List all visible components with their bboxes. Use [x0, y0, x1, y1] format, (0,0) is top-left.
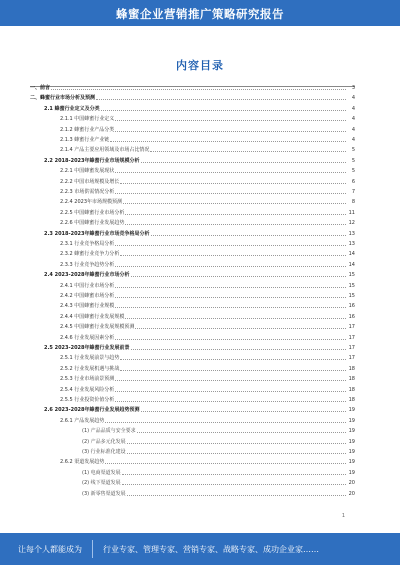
toc-entry[interactable] [60, 282, 355, 289]
toc-entry-title: 2.4.2 中国蜂蜜市场分析 [60, 293, 115, 299]
toc-entry-page: 19 [348, 459, 355, 466]
toc-entry-title: (1) 产品品质与安全要求 [82, 428, 136, 435]
toc-entry-page: 17 [348, 345, 355, 351]
toc-entry-page: 15 [348, 293, 355, 299]
toc-entry[interactable] [60, 323, 355, 330]
toc-entry-page: 5 [351, 147, 355, 154]
toc-entry[interactable] [82, 427, 355, 434]
toc-entry[interactable] [60, 365, 355, 372]
toc-entry[interactable] [60, 126, 355, 133]
page-number: 1 [341, 513, 345, 519]
toc-entry[interactable] [60, 458, 355, 465]
toc-entry[interactable] [60, 334, 355, 341]
toc-entry-title: 2.1.4 产品主要应用领域及市场占比情况 [60, 147, 150, 154]
toc-entry-title: 2.2.4 2023年市场规模预测 [60, 199, 123, 206]
toc-entry-title: 2.5.1 行业发展前景与趋势 [60, 355, 120, 362]
toc-entry-page: 13 [348, 241, 355, 247]
toc-entry[interactable] [60, 386, 355, 393]
toc-leader-dots [131, 276, 346, 277]
toc-leader-dots [125, 224, 346, 225]
toc-entry-title: 2.2 2018-2023年蜂蜜行业市场规模分析 [44, 157, 140, 164]
toc-entry[interactable] [44, 157, 355, 164]
toc-leader-dots [141, 411, 346, 412]
toc-entry-title: 二、蜂蜜行业市场分析及预测 [30, 95, 96, 102]
toc-leader-dots [115, 307, 346, 308]
toc-entry[interactable] [60, 313, 355, 320]
toc-entry-page: 17 [348, 324, 355, 331]
toc-entry-page: 18 [348, 376, 355, 383]
toc-entry-page: 20 [348, 490, 355, 497]
toc-entry-title: 2.2.6 中国蜂蜜行业发展趋势 [60, 220, 125, 227]
toc-entry-page: 8 [351, 199, 355, 206]
toc-entry-page: 17 [348, 334, 355, 341]
toc-entry-title: (2) 产品多元化发展 [82, 438, 126, 445]
toc-entry-page: 3 [351, 85, 355, 91]
toc-entry-title: 2.2.1 中国蜂蜜发展现状 [60, 168, 115, 175]
toc-entry-title: 2.3.3 行业竞争趋势分析 [60, 261, 115, 268]
report-title: 蜂蜜企业营销推广策略研究报告 [116, 7, 284, 21]
toc-entry-title: (3) 行业标准化建设 [82, 449, 126, 455]
toc-entry-page: 16 [348, 313, 355, 320]
toc-entry[interactable] [44, 230, 355, 237]
toc-entry[interactable] [60, 136, 355, 143]
toc-entry-title: 2.5.3 行业市场前景预测 [60, 376, 115, 383]
toc-entry-title: 2.4.5 中国蜂蜜行业发展规模预测 [60, 324, 135, 331]
toc-leader-dots [105, 463, 346, 464]
toc-entry-title: 2.3.1 行业竞争格局分析 [60, 241, 115, 247]
toc-leader-dots [120, 370, 346, 371]
toc-entry[interactable] [60, 302, 355, 309]
toc-entry-page: 18 [348, 397, 355, 403]
toc-leader-dots [127, 495, 346, 496]
toc-entry[interactable] [60, 198, 355, 205]
toc-entry-page: 19 [348, 428, 355, 435]
toc-leader-dots [127, 443, 346, 444]
toc-leader-dots [120, 359, 346, 360]
toc-leader-dots [101, 110, 346, 111]
toc-entry-page: 14 [348, 261, 355, 268]
toc-entry-title: 2.4.6 行业发展因素分析 [60, 334, 115, 341]
toc-leader-dots [115, 401, 346, 402]
toc-entry[interactable] [30, 84, 355, 91]
toc-leader-dots [105, 422, 346, 423]
toc-entry[interactable] [60, 188, 355, 195]
toc-leader-dots [115, 391, 346, 392]
toc-entry-title: 2.5.2 行业发展机遇与挑战 [60, 365, 120, 372]
toc-leader-dots [115, 380, 346, 381]
toc-entry-page: 17 [348, 355, 355, 362]
toc-entry-page: 20 [348, 480, 355, 487]
toc-entry[interactable] [60, 417, 355, 424]
toc-entry-title: 2.5 2023-2028年蜂蜜行业发展前景 [44, 345, 130, 351]
toc-entry-page: 5 [351, 168, 355, 175]
toc-entry[interactable] [60, 167, 355, 174]
toc-entry-title: 2.6.2 渠道发展趋势 [60, 459, 105, 466]
toc-leader-dots [96, 99, 346, 100]
toc-leader-dots [125, 214, 346, 215]
toc-entry[interactable] [60, 178, 355, 185]
toc-leader-dots [127, 453, 346, 454]
toc-leader-dots [115, 131, 346, 132]
toc-entry-title: 2.2.2 中国市场规模及增长 [60, 178, 120, 185]
toc-entry-page: 14 [348, 251, 355, 258]
toc-entry-page: 13 [348, 230, 355, 237]
toc-leader-dots [151, 235, 346, 236]
toc-entry[interactable] [60, 146, 355, 153]
toc-entry-page: 12 [348, 220, 355, 227]
toc-entry[interactable] [44, 406, 355, 413]
toc-entry-page: 19 [348, 417, 355, 424]
toc-entry[interactable] [82, 479, 355, 486]
footer-slogan-right: 行业专家、管理专家、营销专家、战略专家、成功企业家…… [92, 540, 329, 558]
toc-entry[interactable] [44, 344, 355, 351]
toc-entry[interactable] [60, 115, 355, 122]
toc-entry[interactable] [44, 105, 355, 112]
toc-entry-page: 4 [351, 116, 355, 123]
toc-entry-title: 2.4.4 中国蜂蜜行业发展规模 [60, 313, 125, 320]
toc-entry-page: 18 [348, 365, 355, 372]
toc-entry[interactable] [30, 94, 355, 101]
toc-entry[interactable] [60, 209, 355, 216]
toc-entry-title: 2.1.2 蜂蜜行业产品分类 [60, 126, 115, 133]
toc-entry-title: (1) 电商渠道发展 [82, 469, 121, 476]
toc-entry-title: 2.4.1 中国行业市场分析 [60, 282, 115, 289]
toc-leader-dots [120, 183, 346, 184]
toc-leader-dots [115, 287, 346, 288]
toc-entry-title: 一、前言 [30, 85, 51, 91]
toc-entry-title: 2.4.3 中国蜂蜜行业规模 [60, 303, 115, 310]
table-of-contents [30, 84, 355, 504]
toc-entry[interactable] [82, 438, 355, 445]
toc-leader-dots [125, 318, 346, 319]
toc-entry-page: 19 [348, 449, 355, 455]
toc-leader-dots [115, 120, 346, 121]
toc-entry[interactable] [60, 292, 355, 299]
toc-entry[interactable] [60, 261, 355, 268]
toc-entry-page: 4 [351, 137, 355, 143]
toc-leader-dots [120, 255, 346, 256]
toc-entry-page: 18 [348, 386, 355, 393]
toc-entry-page: 6 [351, 178, 355, 185]
toc-entry-page: 11 [348, 209, 355, 216]
toc-leader-dots [115, 193, 346, 194]
toc-entry-title: 2.6.1 产品发展趋势 [60, 417, 105, 424]
toc-entry-page: 7 [351, 189, 355, 195]
toc-entry[interactable] [82, 469, 355, 476]
toc-entry-title: 2.3.2 蜂蜜行业竞争力分析 [60, 251, 120, 258]
toc-leader-dots [115, 245, 346, 246]
toc-leader-dots [51, 89, 346, 90]
toc-entry-title: 2.1 蜂蜜行业定义及分类 [44, 105, 100, 112]
toc-entry-page: 5 [351, 157, 355, 164]
footer-bar [0, 533, 400, 565]
toc-entry-page: 19 [348, 469, 355, 476]
toc-entry-page: 15 [348, 282, 355, 289]
footer-slogan-left: 让每个人都能成为 [18, 544, 82, 554]
toc-title: 内容目录 [176, 59, 224, 72]
toc-entry-page: 4 [351, 105, 355, 112]
toc-entry-title: 2.4 2023-2028年蜂蜜行业市场分析 [44, 272, 130, 279]
toc-entry-page: 4 [351, 95, 355, 102]
toc-entry-page: 19 [348, 438, 355, 445]
toc-leader-dots [115, 172, 346, 173]
toc-entry-title: (2) 线下渠道发展 [82, 480, 121, 487]
toc-entry-title: (3) 新零售渠道发展 [82, 490, 126, 497]
toc-entry-page: 19 [348, 407, 355, 414]
toc-entry-title: 2.3 2018-2023年蜂蜜行业市场竞争格局分析 [44, 230, 150, 237]
toc-entry[interactable] [60, 396, 355, 403]
toc-leader-dots [137, 432, 346, 433]
toc-entry[interactable] [44, 271, 355, 278]
toc-leader-dots [141, 162, 346, 163]
toc-entry-page: 4 [351, 126, 355, 133]
toc-entry-title: 2.2.3 市场供需情况分析 [60, 189, 115, 195]
toc-entry-page: 15 [348, 272, 355, 279]
toc-leader-dots [122, 484, 346, 485]
toc-leader-dots [122, 474, 346, 475]
toc-entry[interactable] [60, 240, 355, 247]
toc-leader-dots [115, 266, 346, 267]
toc-entry-title: 2.1.1 中国蜂蜜行业定义 [60, 116, 115, 123]
toc-leader-dots [150, 151, 346, 152]
toc-entry[interactable] [60, 354, 355, 361]
toc-entry-title: 2.5.5 行业投资价值分析 [60, 397, 115, 403]
toc-entry[interactable] [82, 448, 355, 455]
toc-entry[interactable] [60, 375, 355, 382]
toc-leader-dots [123, 203, 346, 204]
toc-entry[interactable] [82, 490, 355, 497]
toc-leader-dots [115, 297, 346, 298]
toc-entry[interactable] [60, 219, 355, 226]
toc-leader-dots [115, 339, 346, 340]
toc-leader-dots [135, 328, 346, 329]
toc-entry-title: 2.6 2023-2028年蜂蜜行业发展趋势预测 [44, 407, 140, 414]
toc-entry-page: 16 [348, 303, 355, 310]
toc-entry-title: 2.2.5 中国蜂蜜行业市场分析 [60, 209, 125, 216]
toc-entry-title: 2.5.4 行业发展风险分析 [60, 386, 115, 393]
toc-entry[interactable] [60, 250, 355, 257]
toc-entry-title: 2.1.3 蜂蜜行业产业链 [60, 137, 110, 143]
toc-leader-dots [131, 349, 346, 350]
toc-leader-dots [110, 141, 346, 142]
